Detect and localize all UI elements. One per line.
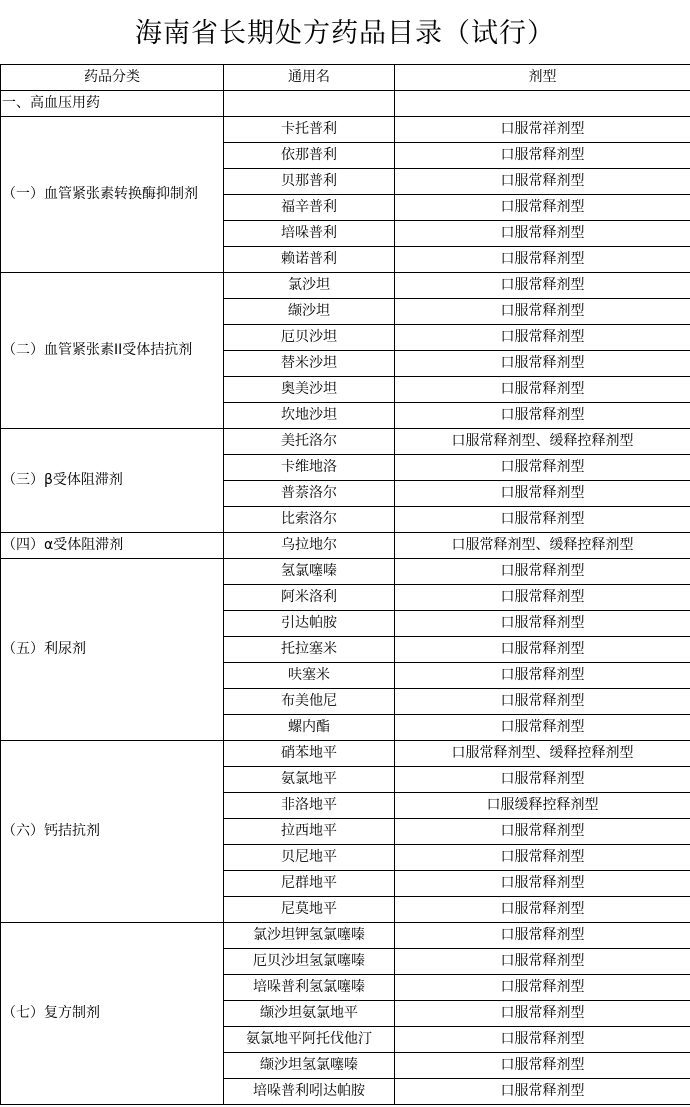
- dosage-form-cell: 口服常释剂型: [395, 871, 690, 897]
- dosage-form-cell: 口服常释剂型: [395, 897, 690, 923]
- drug-name-cell: 贝尼地平: [224, 845, 395, 871]
- dosage-form-cell: 口服常释剂型: [395, 403, 690, 429]
- dosage-form-cell: 口服常释剂型: [395, 585, 690, 611]
- drug-name-cell: 氨氯地平阿托伐他汀: [224, 1027, 395, 1053]
- table-row: [1, 429, 690, 455]
- drug-name-cell: 氯沙坦: [224, 273, 395, 299]
- drug-name-cell: 呋塞米: [224, 663, 395, 689]
- category-cell: （六）钙拮抗剂: [1, 741, 224, 923]
- dosage-form-cell: 口服常释剂型: [395, 845, 690, 871]
- drug-name-cell: 厄贝沙坦: [224, 325, 395, 351]
- empty-cell: [224, 91, 395, 117]
- dosage-form-cell: 口服常释剂型: [395, 507, 690, 533]
- dosage-form-cell: 口服常释剂型: [395, 481, 690, 507]
- dosage-form-cell: 口服常释剂型: [395, 195, 690, 221]
- header-row: [1, 65, 690, 91]
- drug-name-cell: 比索洛尔: [224, 507, 395, 533]
- dosage-form-cell: 口服缓释控释剂型: [395, 793, 690, 819]
- dosage-form-cell: 口服常释剂型、缓释控释剂型: [395, 741, 690, 767]
- drug-name-cell: 培哚普利: [224, 221, 395, 247]
- table-body: [1, 91, 690, 1105]
- table-row: [1, 533, 690, 559]
- dosage-form-cell: 口服常释剂型: [395, 637, 690, 663]
- header-name: 通用名: [224, 65, 395, 91]
- page-title: 海南省长期处方药品目录（试行）: [135, 18, 555, 49]
- drug-name-cell: 奥美沙坦: [224, 377, 395, 403]
- dosage-form-cell: 口服常释剂型: [395, 949, 690, 975]
- table-row: [1, 923, 690, 949]
- category-cell: （一）血管紧张素转换酶抑制剂: [1, 117, 224, 273]
- dosage-form-cell: 口服常释剂型、缓释控释剂型: [395, 429, 690, 455]
- dosage-form-cell: 口服常释剂型: [395, 559, 690, 585]
- drug-name-cell: 引达帕胺: [224, 611, 395, 637]
- category-cell: （五）利尿剂: [1, 559, 224, 741]
- dosage-form-cell: 口服常释剂型: [395, 351, 690, 377]
- drug-name-cell: 缬沙坦: [224, 299, 395, 325]
- drug-name-cell: 非洛地平: [224, 793, 395, 819]
- dosage-form-cell: 口服常释剂型: [395, 169, 690, 195]
- dosage-form-cell: 口服常释剂型: [395, 377, 690, 403]
- drug-name-cell: 贝那普利: [224, 169, 395, 195]
- table-row: [1, 559, 690, 585]
- drug-name-cell: 尼群地平: [224, 871, 395, 897]
- dosage-form-cell: 口服常释剂型: [395, 1001, 690, 1027]
- empty-cell: [395, 91, 690, 117]
- dosage-form-cell: 口服常释剂型: [395, 819, 690, 845]
- drug-name-cell: 拉西地平: [224, 819, 395, 845]
- table-row: [1, 117, 690, 143]
- dosage-form-cell: 口服常祥剂型: [395, 117, 690, 143]
- category-cell: （七）复方制剂: [1, 923, 224, 1105]
- header-form: 剂型: [395, 65, 690, 91]
- dosage-form-cell: 口服常释剂型: [395, 1027, 690, 1053]
- drug-name-cell: 厄贝沙坦氢氯噻嗪: [224, 949, 395, 975]
- drug-name-cell: 硝苯地平: [224, 741, 395, 767]
- dosage-form-cell: 口服常释剂型、缓释控释剂型: [395, 533, 690, 559]
- category-cell: （二）血管紧张素II受体拮抗剂: [1, 273, 224, 429]
- dosage-form-cell: 口服常释剂型: [395, 143, 690, 169]
- drug-name-cell: 尼莫地平: [224, 897, 395, 923]
- dosage-form-cell: 口服常释剂型: [395, 975, 690, 1001]
- drug-name-cell: 氨氯地平: [224, 767, 395, 793]
- dosage-form-cell: 口服常释剂型: [395, 611, 690, 637]
- dosage-form-cell: 口服常释剂型: [395, 273, 690, 299]
- section-row: [1, 91, 690, 117]
- drug-name-cell: 氯沙坦钾氢氯噻嗪: [224, 923, 395, 949]
- drug-name-cell: 缬沙坦氢氯噻嗪: [224, 1053, 395, 1079]
- drug-name-cell: 培哚普利氢氯噻嗪: [224, 975, 395, 1001]
- drug-name-cell: 福辛普利: [224, 195, 395, 221]
- drug-name-cell: 卡托普利: [224, 117, 395, 143]
- drug-name-cell: 螺内酯: [224, 715, 395, 741]
- dosage-form-cell: 口服常释剂型: [395, 663, 690, 689]
- drug-name-cell: 赖诺普利: [224, 247, 395, 273]
- drug-name-cell: 替米沙坦: [224, 351, 395, 377]
- dosage-form-cell: 口服常释剂型: [395, 1053, 690, 1079]
- drug-name-cell: 托拉塞米: [224, 637, 395, 663]
- dosage-form-cell: 口服常释剂型: [395, 325, 690, 351]
- dosage-form-cell: 口服常释剂型: [395, 1079, 690, 1105]
- table-row: [1, 273, 690, 299]
- category-cell: （三）β受体阻滞剂: [1, 429, 224, 533]
- dosage-form-cell: 口服常释剂型: [395, 247, 690, 273]
- drug-name-cell: 美托洛尔: [224, 429, 395, 455]
- drug-name-cell: 乌拉地尔: [224, 533, 395, 559]
- dosage-form-cell: 口服常释剂型: [395, 221, 690, 247]
- drug-name-cell: 培哚普利吲达帕胺: [224, 1079, 395, 1105]
- dosage-form-cell: 口服常释剂型: [395, 715, 690, 741]
- dosage-form-cell: 口服常释剂型: [395, 299, 690, 325]
- table-row: [1, 741, 690, 767]
- drug-name-cell: 卡维地洛: [224, 455, 395, 481]
- drug-name-cell: 缬沙坦氨氯地平: [224, 1001, 395, 1027]
- section-label: 一、高血压用药: [1, 91, 224, 117]
- drug-name-cell: 依那普利: [224, 143, 395, 169]
- drug-catalog-table: [0, 64, 690, 1105]
- drug-name-cell: 阿米洛利: [224, 585, 395, 611]
- dosage-form-cell: 口服常释剂型: [395, 689, 690, 715]
- category-cell: （四）α受体阻滞剂: [1, 533, 224, 559]
- header-category: 药品分类: [1, 65, 224, 91]
- drug-name-cell: 氢氯噻嗪: [224, 559, 395, 585]
- drug-name-cell: 布美他尼: [224, 689, 395, 715]
- drug-name-cell: 普萘洛尔: [224, 481, 395, 507]
- dosage-form-cell: 口服常释剂型: [395, 923, 690, 949]
- drug-name-cell: 坎地沙坦: [224, 403, 395, 429]
- dosage-form-cell: 口服常释剂型: [395, 455, 690, 481]
- dosage-form-cell: 口服常释剂型: [395, 767, 690, 793]
